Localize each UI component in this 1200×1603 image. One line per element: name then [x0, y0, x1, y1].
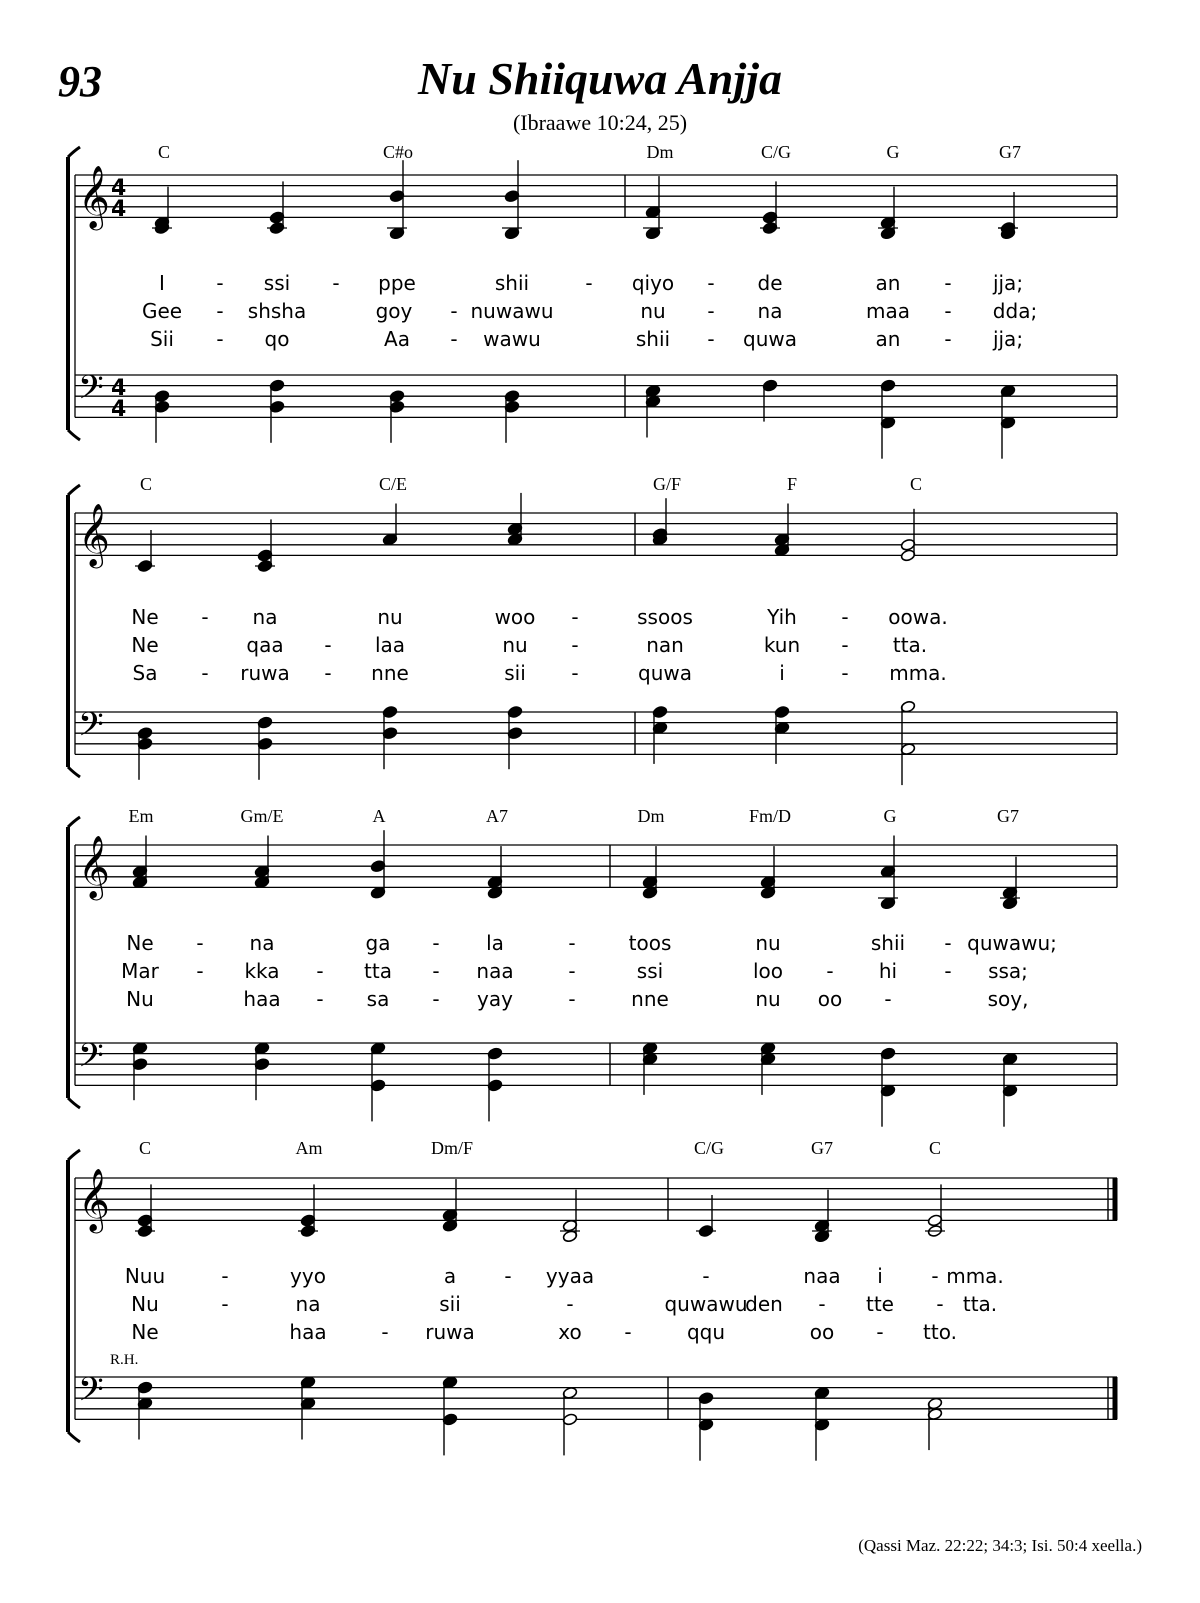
lyric-syllable: Yih — [767, 605, 797, 629]
lyric-hyphen: - — [707, 271, 715, 295]
lyric-syllable: a — [443, 1264, 457, 1288]
chord-symbol: G/F — [652, 474, 682, 494]
lyric-hyphen: - — [876, 1320, 884, 1344]
time-signature-denominator: 4 — [111, 397, 127, 422]
lyric-syllable: an — [875, 327, 901, 351]
lyric-hyphen: - — [944, 931, 952, 955]
lyric-syllable: de — [757, 271, 783, 295]
lyric-syllable: shii — [870, 931, 906, 955]
lyric-hyphen: - — [450, 327, 458, 351]
lyric-hyphen: - — [196, 931, 204, 955]
chord-symbol: Am — [295, 1138, 323, 1158]
lyric-hyphen: - — [818, 1292, 826, 1316]
time-signature-numerator: 4 — [111, 176, 127, 201]
lyric-syllable: ssoos — [637, 605, 693, 629]
lyric-hyphen: - — [216, 299, 224, 323]
chord-symbol: G7 — [999, 142, 1021, 162]
lyric-syllable: I — [159, 271, 165, 295]
lyric-hyphen: - — [568, 959, 576, 983]
lyric-syllable: nu — [755, 931, 781, 955]
chord-symbol: Dm — [646, 142, 674, 162]
lyric-syllable: shii — [494, 271, 530, 295]
lyric-hyphen: - — [432, 931, 440, 955]
lyric-syllable: oowa. — [888, 605, 948, 629]
time-signature-denominator: 4 — [111, 197, 127, 222]
lyric-hyphen: - — [571, 633, 579, 657]
lyric-syllable: dda; — [992, 299, 1038, 323]
lyric-syllable: yyaa — [545, 1264, 595, 1288]
lyric-syllable: nne — [631, 987, 669, 1011]
lyric-hyphen: - — [944, 299, 952, 323]
lyric-syllable: Ne — [131, 633, 159, 657]
lyric-hyphen: - — [316, 987, 324, 1011]
lyric-hyphen: - — [944, 327, 952, 351]
lyric-hyphen: - — [324, 661, 332, 685]
lyric-hyphen: - — [841, 633, 849, 657]
lyric-syllable: quwa — [743, 327, 797, 351]
lyric-hyphen: - — [841, 661, 849, 685]
lyric-hyphen: - — [432, 959, 440, 983]
lyric-hyphen: - — [450, 299, 458, 323]
lyric-syllable: na — [249, 931, 275, 955]
lyric-syllable: Nuu — [124, 1264, 166, 1288]
lyric-syllable: na — [295, 1292, 321, 1316]
lyric-syllable: nan — [646, 633, 684, 657]
lyric-syllable: haa — [243, 987, 281, 1011]
lyric-syllable: ruwa — [240, 661, 290, 685]
chord-symbol: C — [157, 142, 171, 162]
lyric-syllable: jja; — [992, 271, 1024, 295]
lyric-hyphen: - — [201, 605, 209, 629]
chord-symbol: G7 — [997, 806, 1019, 826]
lyric-hyphen: - — [707, 327, 715, 351]
lyric-syllable: kka — [244, 959, 280, 983]
chord-symbol: Gm/E — [240, 806, 284, 826]
lyric-syllable: nu — [755, 987, 781, 1011]
lyric-syllable: shsha — [247, 299, 307, 323]
chord-symbol: Dm/F — [430, 1138, 474, 1158]
chord-symbol: C#o — [382, 142, 414, 162]
lyric-hyphen: - — [568, 987, 576, 1011]
lyric-hyphen: - — [216, 271, 224, 295]
lyric-syllable: nu — [377, 605, 403, 629]
chord-symbol: F — [786, 474, 798, 494]
lyric-hyphen: - — [571, 605, 579, 629]
chord-symbol: C — [139, 474, 153, 494]
time-signature-numerator: 4 — [111, 376, 127, 401]
lyric-syllable: goy — [375, 299, 413, 323]
lyric-hyphen: - — [221, 1264, 229, 1288]
hymn-title: Nu Shiiquwa Anjja — [418, 53, 782, 104]
lyric-hyphen: - — [571, 661, 579, 685]
bracket-bottom — [68, 1098, 80, 1108]
lyric-syllable: qo — [264, 327, 290, 351]
bracket-bottom — [68, 767, 80, 777]
bracket-top — [68, 485, 80, 495]
lyric-syllable: xo — [558, 1320, 582, 1344]
chord-symbol: G7 — [811, 1138, 833, 1158]
lyric-syllable: maa — [866, 299, 910, 323]
lyric-hyphen: - — [568, 931, 576, 955]
lyric-syllable: nne — [371, 661, 409, 685]
lyric-hyphen: - — [432, 987, 440, 1011]
lyric-syllable: jja; — [992, 327, 1024, 351]
chord-symbol: C/E — [378, 474, 408, 494]
lyric-syllable: oo — [817, 987, 843, 1011]
chord-symbol: A — [372, 806, 386, 826]
lyric-syllable: soy, — [987, 987, 1029, 1011]
bracket-top — [68, 817, 80, 827]
lyric-syllable: qiyo — [631, 271, 675, 295]
lyric-syllable: la — [486, 931, 504, 955]
lyric-syllable: mma. — [889, 661, 947, 685]
lyric-syllable: loo — [752, 959, 784, 983]
lyric-hyphen: - — [702, 1264, 710, 1288]
lyric-syllable: i — [779, 661, 785, 685]
lyric-syllable: an — [875, 271, 901, 295]
lyric-syllable: wawu — [483, 327, 541, 351]
bracket-top — [68, 147, 80, 157]
lyric-hyphen: - — [201, 661, 209, 685]
treble-clef: 𝄞 — [78, 1168, 110, 1231]
lyric-syllable: ga — [365, 931, 391, 955]
lyric-syllable: ssi — [636, 959, 664, 983]
lyric-syllable: nuwawu — [470, 299, 554, 323]
bass-clef: 𝄢 — [78, 706, 104, 752]
lyric-syllable: Ne — [131, 605, 159, 629]
bracket-bottom — [68, 1432, 80, 1442]
lyric-syllable: ruwa — [425, 1320, 475, 1344]
lyric-hyphen: - — [324, 633, 332, 657]
lyric-syllable: Aa — [384, 327, 410, 351]
lyric-syllable: quwa — [638, 661, 692, 685]
lyric-syllable: nu — [640, 299, 666, 323]
right-hand-marking: R.H. — [110, 1352, 139, 1368]
lyric-hyphen: - — [221, 1292, 229, 1316]
lyric-syllable: yay — [477, 987, 513, 1011]
hymn-number: 93 — [58, 57, 102, 106]
treble-clef: 𝄞 — [78, 165, 110, 228]
lyric-hyphen: - — [826, 959, 834, 983]
chord-symbol: Em — [128, 806, 154, 826]
footer-references: (Qassi Maz. 22:22; 34:3; Isi. 50:4 xeella.) — [858, 1536, 1142, 1555]
chord-symbol: Dm — [637, 806, 665, 826]
lyric-syllable: naa — [803, 1264, 841, 1288]
lyric-syllable: i — [877, 1264, 883, 1288]
lyric-syllable: na — [252, 605, 278, 629]
lyric-hyphen: - — [316, 959, 324, 983]
lyric-syllable: laa — [374, 633, 406, 657]
lyric-syllable: kun — [763, 633, 801, 657]
lyric-hyphen: - — [944, 959, 952, 983]
chord-symbol: A7 — [486, 806, 508, 826]
lyric-syllable: den — [745, 1292, 783, 1316]
bass-clef: 𝄢 — [78, 1371, 104, 1417]
lyric-hyphen: - — [566, 1292, 574, 1316]
lyric-syllable: ssa; — [988, 959, 1028, 983]
lyric-syllable: woo — [494, 605, 536, 629]
lyric-syllable: tta. — [962, 1292, 998, 1316]
lyric-hyphen: - — [944, 271, 952, 295]
lyric-syllable: naa — [476, 959, 514, 983]
lyric-hyphen: - — [884, 987, 892, 1011]
lyric-syllable: Nu — [126, 987, 154, 1011]
treble-clef: 𝄞 — [78, 835, 110, 898]
lyric-syllable: tto. — [923, 1320, 957, 1344]
lyric-syllable: oo — [809, 1320, 835, 1344]
chord-symbol: C — [909, 474, 923, 494]
lyric-syllable: na — [757, 299, 783, 323]
lyric-syllable: Sa — [132, 661, 158, 685]
lyric-syllable: mma. — [946, 1264, 1004, 1288]
lyric-syllable: Gee — [141, 299, 183, 323]
lyric-syllable: quwawu; — [967, 931, 1057, 955]
lyric-syllable: Sii — [150, 327, 174, 351]
lyric-syllable: yyo — [290, 1264, 326, 1288]
lyric-syllable: hi — [878, 959, 898, 983]
lyric-syllable: quwawu — [664, 1292, 748, 1316]
treble-clef: 𝄞 — [78, 503, 110, 566]
lyric-syllable: Ne — [126, 931, 154, 955]
lyric-hyphen: - — [504, 1264, 512, 1288]
lyric-syllable: sa — [366, 987, 390, 1011]
lyric-syllable: Ne — [131, 1320, 159, 1344]
lyric-syllable: sii — [439, 1292, 461, 1316]
lyric-syllable: Mar — [121, 959, 159, 983]
lyric-syllable: toos — [628, 931, 672, 955]
lyric-hyphen: - — [936, 1292, 944, 1316]
chord-symbol: C — [928, 1138, 942, 1158]
chord-symbol: C — [138, 1138, 152, 1158]
lyric-syllable: qaa — [246, 633, 284, 657]
lyric-syllable: tte — [866, 1292, 894, 1316]
bracket-top — [68, 1150, 80, 1160]
lyric-hyphen: - — [931, 1264, 939, 1288]
scripture-reference: (Ibraawe 10:24, 25) — [512, 110, 688, 135]
lyric-syllable: tta. — [892, 633, 928, 657]
lyric-syllable: sii — [504, 661, 526, 685]
lyric-hyphen: - — [216, 327, 224, 351]
lyric-hyphen: - — [381, 1320, 389, 1344]
lyric-syllable: tta — [364, 959, 392, 983]
lyric-hyphen: - — [196, 959, 204, 983]
chord-symbol: G — [883, 806, 897, 826]
lyric-syllable: ppe — [378, 271, 416, 295]
chord-symbol: C/G — [760, 142, 792, 162]
chord-symbol: Fm/D — [748, 806, 792, 826]
bass-clef: 𝄢 — [78, 1037, 104, 1083]
bracket-bottom — [68, 430, 80, 440]
bass-clef: 𝄢 — [78, 369, 104, 415]
lyric-hyphen: - — [585, 271, 593, 295]
lyric-syllable: shii — [635, 327, 671, 351]
chord-symbol: C/G — [693, 1138, 725, 1158]
lyric-hyphen: - — [707, 299, 715, 323]
lyric-syllable: qqu — [686, 1320, 726, 1344]
lyric-hyphen: - — [332, 271, 340, 295]
lyric-syllable: nu — [502, 633, 528, 657]
lyric-syllable: ssi — [263, 271, 291, 295]
lyric-hyphen: - — [624, 1320, 632, 1344]
chord-symbol: G — [886, 142, 900, 162]
lyric-syllable: Nu — [131, 1292, 159, 1316]
lyric-hyphen: - — [841, 605, 849, 629]
lyric-syllable: haa — [289, 1320, 327, 1344]
